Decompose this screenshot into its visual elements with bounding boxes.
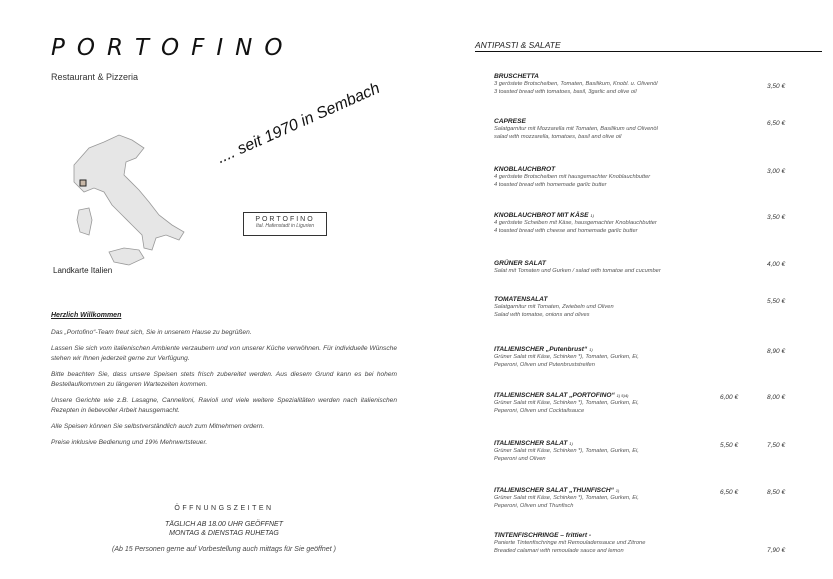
menu-item-description: Grüner Salat mit Käse, Schinken *), Tomaten, Gurken, Ei,: [494, 448, 639, 454]
menu-item-description: 3 toasted bread with tomatoes, basil, 3garlic and olive oil: [494, 89, 637, 95]
menu-item-price-small: 6,00 €: [720, 394, 739, 401]
menu-item-description: Panierte Tintenfischringe mit Remouladensauce und Zitrone: [494, 540, 646, 546]
menu-item-price: 3,50 €: [767, 83, 786, 90]
menu-item-description: 4 geröstete Brotscheiben mit hausgemachter Knoblauchbutter: [494, 174, 651, 180]
menu-item-price: 3,00 €: [767, 168, 786, 175]
menu-item-price-small: 6,50 €: [720, 489, 739, 496]
menu-item-price: 3,50 €: [767, 214, 786, 221]
menu-item-name: ITALIENISCHER SALAT „PORTOFINO“ 1) 5)4): [494, 392, 629, 399]
right-page: [475, 0, 825, 579]
menu-item-price: 8,90 €: [767, 348, 786, 355]
menu-item-name: ITALIENISCHER SALAT „THUNFISCH“ 1): [494, 487, 620, 494]
welcome-paragraph: Das „Portofino“-Team freut sich, Sie in unserem Hause zu begrüßen.: [51, 329, 252, 336]
menu-item-description: Salad with tomatoe, onions and olives: [494, 312, 590, 318]
welcome-paragraph: Unsere Gerichte wie z.B. Lasagne, Cannelloni, Ravioli und viele weitere Spezialitäten werden nach italienischen Rezepten in liebevoller Arbeit hausgemacht.: [51, 397, 397, 414]
menu-item: [494, 296, 814, 319]
welcome-paragraph: Preise inklusive Bedienung und 19% Mehrwertsteuer.: [51, 439, 208, 446]
menu-item-description: Grüner Salat mit Käse, Schinken *), Tomaten, Gurken, Ei,: [494, 400, 639, 406]
menu-item-name: KNOBLAUCHBROT: [494, 166, 556, 173]
menu-item-name: KNOBLAUCHBROT MIT KÄSE 1): [494, 212, 594, 219]
portofino-box-title: PORTOFINO: [255, 216, 315, 223]
menu-item: [494, 212, 814, 235]
menu-item-description: Peperoni, Oliven und Cocktailsauce: [494, 408, 585, 414]
menu-item-price-small: 5,50 €: [720, 442, 739, 449]
menu-item: [494, 440, 814, 463]
menu-item: [494, 166, 814, 189]
hours-heading: ÖFFNUNGSZEITEN: [174, 505, 274, 512]
menu-item-price: 7,90 €: [767, 547, 786, 554]
menu-item-name: ITALIENISCHER „Putenbrust“ 1): [494, 346, 593, 353]
menu-item: [494, 392, 814, 415]
menu-item-name: GRÜNER SALAT: [494, 260, 546, 267]
menu-item-name: ITALIENISCHER SALAT 1): [494, 440, 573, 447]
menu-item-price: 8,50 €: [767, 489, 786, 496]
menu-item-description: Salatgarnitur mit Mozzarella mit Tomaten, Basilikum und Olivenöl: [494, 126, 658, 132]
menu-item-price: 4,00 €: [767, 261, 786, 268]
menu-item-description: Salatgarnitur mit Tomaten, Zwiebeln und Oliven: [494, 304, 614, 310]
welcome-heading: Herzlich Willkommen: [51, 312, 122, 319]
menu-item-description: Grüner Salat mit Käse, Schinken *), Tomaten, Gurken, Ei,: [494, 354, 639, 360]
welcome-paragraph: Bitte beachten Sie, dass unsere Speisen stets frisch zubereitet werden. Aus diesem Grund kann es bei hohem Bestellaufkommen zu längeren Wartezeiten kommen.: [51, 371, 397, 388]
menu-item: [494, 532, 814, 555]
menu-item-description: Breaded calamari with remoulade sauce and lemon: [494, 548, 624, 554]
menu-item: [494, 118, 814, 141]
menu-item-description: salad with mozzarella, tomatoes, basil and olive oil: [494, 134, 622, 140]
menu-item-description: 4 toasted bread with homemade garlic butter: [494, 182, 607, 188]
menu-item-description: 3 geröstete Brotscheiben, Tomaten, Basilikum, Knobl. u. Olivenöl: [494, 81, 658, 87]
menu-item: [494, 73, 814, 96]
opening-hours: [51, 505, 397, 553]
brand-tagline: Restaurant & Pizzeria: [51, 72, 139, 82]
menu-item-description: Peperoni, Oliven und Putenbruststreifen: [494, 362, 595, 368]
brand-title: PORTOFINO: [51, 35, 295, 61]
menu-item-price: 7,50 €: [767, 442, 786, 449]
menu-item-price: 5,50 €: [767, 298, 786, 305]
welcome-section: [51, 311, 397, 454]
welcome-paragraph: Lassen Sie sich vom italienischen Ambiente verzaubern und von unserer Küche verwöhnen. Für individuelle Wünsche stehen wir Ihnen jederzeit gerne zur Verfügung.: [51, 345, 397, 362]
menu-item: [494, 260, 814, 275]
portofino-box: [243, 212, 327, 236]
menu-item-name: BRUSCHETTA: [494, 73, 539, 80]
menu-item-name: TOMATENSALAT: [494, 296, 548, 303]
menu-item-description: 4 toasted bread with cheese and homemade garlic butter: [494, 228, 638, 234]
menu-item-description: Peperoni und Oliven: [494, 456, 546, 462]
menu-item: [494, 487, 814, 510]
hours-line: TÄGLICH AB 18.00 UHR GEÖFFNET: [165, 521, 283, 528]
menu-item-description: Peperoni, Oliven und Thunfisch: [494, 503, 574, 509]
menu-item-description: 4 geröstete Scheiben mit Käse, hausgemachter Knoblauchbutter: [494, 220, 657, 226]
slogan: .... seit 1970 in Sembach: [214, 79, 383, 168]
welcome-paragraph: Alle Speisen können Sie selbstverständlich auch zum Mitnehmen ordern.: [51, 423, 265, 430]
menu-item: [494, 346, 814, 369]
italy-map-icon: [44, 120, 204, 280]
menu-item-name: TINTENFISCHRINGE – frittiert -: [494, 532, 592, 539]
menu-item-name: CAPRESE: [494, 118, 526, 125]
menu-item-description: Grüner Salat mit Käse, Schinken *), Tomaten, Gurken, Ei,: [494, 495, 639, 501]
map-caption: Landkarte Italien: [53, 266, 113, 275]
menu-item-price: 6,50 €: [767, 120, 786, 127]
section-title: ANTIPASTI & SALATE: [475, 40, 822, 52]
hours-line: MONTAG & DIENSTAG RUHETAG: [169, 530, 279, 537]
menu-item-description: Salat mit Tomaten und Gurken / salad with tomatoe and cucumber: [494, 268, 661, 274]
hours-note: (Ab 15 Personen gerne auf Vorbestellung auch mittags für Sie geöffnet ): [112, 546, 336, 553]
portofino-box-subtitle: Ital. Hafenstadt in Ligurien: [255, 223, 315, 229]
menu-item-price: 8,00 €: [767, 394, 786, 401]
